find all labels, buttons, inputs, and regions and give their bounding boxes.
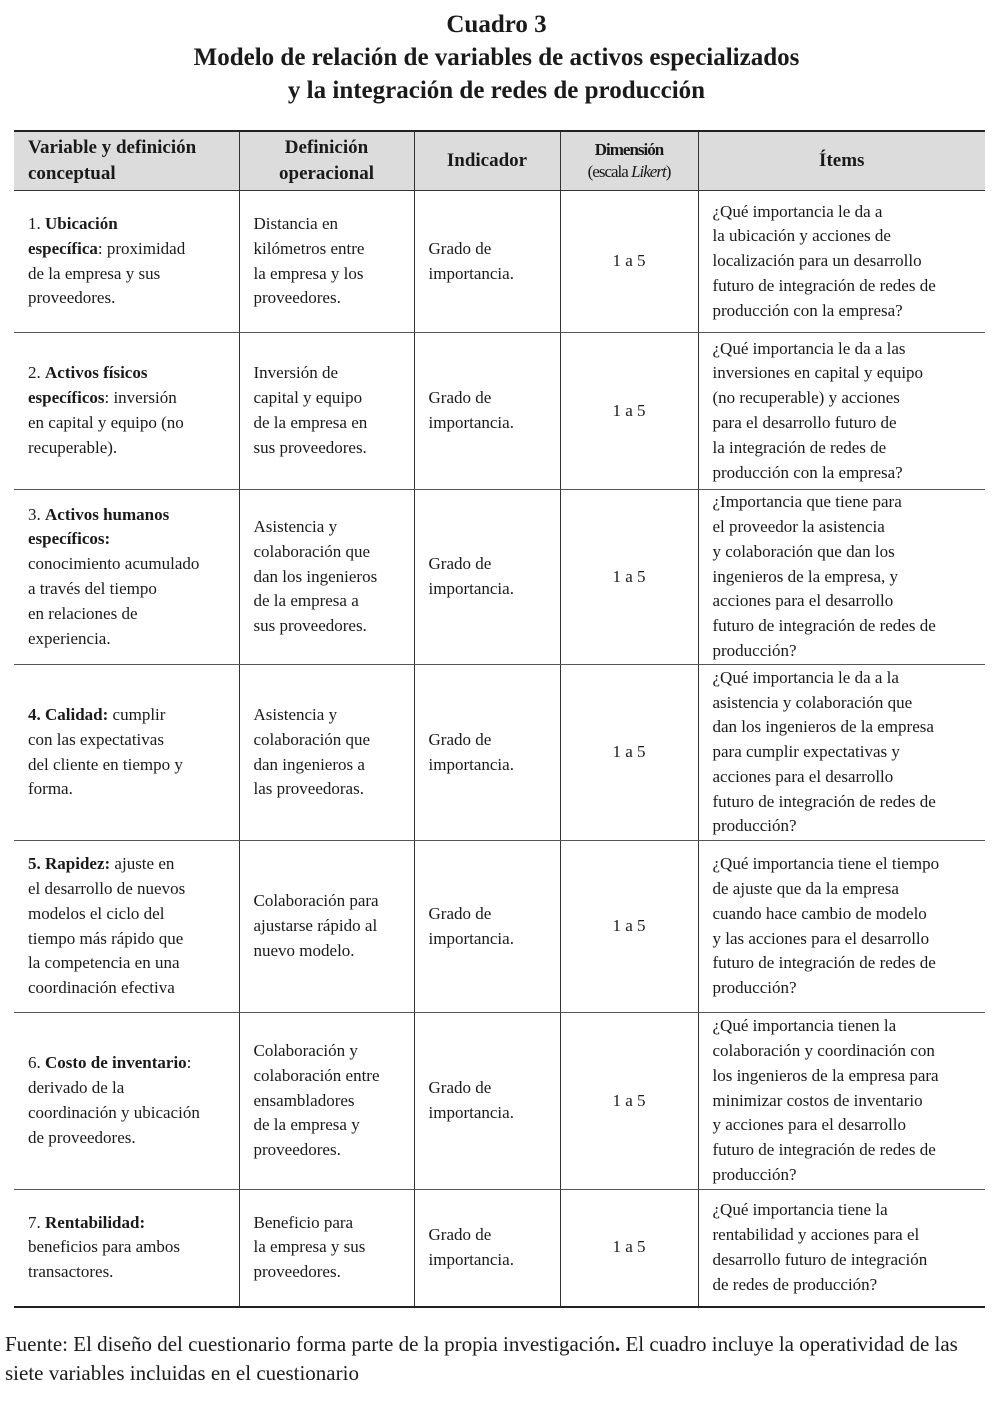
cell-dimension: 1 a 5: [560, 191, 698, 333]
cell-indicador: Grado de importancia.: [414, 490, 560, 665]
dimension-sub-suffix: ): [665, 162, 671, 181]
variable-num: 7.: [28, 1212, 45, 1232]
variable-term: Costo de inventario: [45, 1053, 187, 1073]
variable-num: 6.: [28, 1053, 45, 1073]
cell-dimension: 1 a 5: [560, 665, 698, 841]
cell-item: ¿Qué importancia tiene la rentabilidad y acciones para el desarrollo futuro de integración de redes de producción?: [698, 1190, 985, 1307]
variable-num: 2.: [28, 363, 45, 383]
cell-item: ¿Qué importancia tiene el tiempo de ajuste que da la empresa cuando hace cambio de modelo y las acciones para el desarrollo futuro de integración de redes de producción?: [698, 841, 985, 1013]
variables-table: [14, 130, 985, 1308]
table-row: [14, 333, 985, 490]
table-row: [14, 665, 985, 841]
table-row: [14, 841, 985, 1013]
cell-indicador: Grado de importancia.: [414, 191, 560, 333]
cell-indicador: Grado de importancia.: [414, 665, 560, 841]
cell-variable: [14, 191, 239, 333]
header-row: [14, 131, 985, 191]
source-note: [5, 1330, 990, 1388]
table-number: Cuadro 3: [446, 11, 547, 38]
header-dimension: [560, 131, 698, 191]
variable-term: Rentabilidad:: [45, 1212, 146, 1232]
cell-dimension: 1 a 5: [560, 333, 698, 490]
cell-operacional: Colaboración para ajustarse rápido al nuevo modelo.: [239, 841, 414, 1013]
variable-num: 3.: [28, 504, 45, 524]
cell-variable: [14, 1190, 239, 1307]
cell-item: ¿Qué importancia le da a la asistencia y colaboración que dan los ingenieros de la empresa para cumplir expectativas y acciones para el desarrollo futuro de integración de redes de producción?: [698, 665, 985, 841]
cell-variable: [14, 1013, 239, 1190]
cell-operacional: Distancia en kilómetros entre la empresa y los proveedores.: [239, 191, 414, 333]
cell-indicador: Grado de importancia.: [414, 333, 560, 490]
cell-item: ¿Qué importancia le da a las inversiones en capital y equipo (no recuperable) y acciones para el desarrollo futuro de la integración de redes de producción con la empresa?: [698, 333, 985, 490]
title-line-1: Modelo de relación de variables de activos especializados: [193, 44, 800, 71]
variable-definition: beneficios para ambos transactores.: [28, 1237, 180, 1282]
cell-variable: [14, 333, 239, 490]
cell-dimension: 1 a 5: [560, 1190, 698, 1307]
variable-definition: : derivado de la coordinación y ubicación de proveedores.: [28, 1053, 200, 1147]
cell-indicador: Grado de importancia.: [414, 1190, 560, 1307]
table-row: [14, 191, 985, 333]
cell-operacional: Inversión de capital y equipo de la empresa en sus proveedores.: [239, 333, 414, 490]
source-dot: .: [614, 1332, 621, 1356]
table-row: [14, 490, 985, 665]
dimension-sub-prefix: (escala: [587, 162, 632, 181]
variable-term: 5. Rapidez:: [28, 854, 111, 874]
cell-variable: [14, 841, 239, 1013]
header-items: Ítems: [698, 131, 985, 191]
dimension-sub: [575, 161, 684, 183]
dimension-sub-italic: Likert: [631, 162, 666, 181]
variable-term: 4. Calidad:: [28, 704, 109, 724]
variable-term: Activos humanos específicos:: [28, 504, 170, 549]
variable-definition: : inversión en capital y equipo (no recuperable).: [28, 388, 184, 457]
cell-variable: [14, 490, 239, 665]
variable-definition: : proximidad de la empresa y sus proveedores.: [28, 238, 186, 308]
cell-operacional: Colaboración y colaboración entre ensambladores de la empresa y proveedores.: [239, 1013, 414, 1190]
cell-operacional: Asistencia y colaboración que dan ingenieros a las proveedoras.: [239, 665, 414, 841]
cell-item: ¿Importancia que tiene para el proveedor la asistencia y colaboración que dan los ingenieros de la empresa, y acciones para el desarrollo futuro de integración de redes de producción?: [698, 490, 985, 665]
variable-definition: ajuste en el desarrollo de nuevos modelos el ciclo del tiempo más rápido que la competencia en una coordinación efectiva: [28, 854, 186, 998]
source-prefix: Fuente: El diseño del cuestionario forma parte de la propia investigación: [5, 1332, 615, 1356]
cell-dimension: 1 a 5: [560, 490, 698, 665]
cell-indicador: Grado de importancia.: [414, 1013, 560, 1190]
table-row: [14, 1013, 985, 1190]
cell-indicador: Grado de importancia.: [414, 841, 560, 1013]
cell-item: ¿Qué importancia tienen la colaboración y coordinación con los ingenieros de la empresa para minimizar costos de inventario y acciones para el desarrollo futuro de integración de redes de producción?: [698, 1013, 985, 1190]
cell-operacional: Asistencia y colaboración que dan los ingenieros de la empresa a sus proveedores.: [239, 490, 414, 665]
table-title: [0, 8, 993, 107]
header-variable: Variable y definición conceptual: [14, 131, 239, 191]
header-operacional: Definición operacional: [239, 131, 414, 191]
cell-dimension: 1 a 5: [560, 841, 698, 1013]
dimension-label: Dimensión: [594, 140, 664, 159]
title-line-2: y la integración de redes de producción: [287, 77, 706, 104]
table-row: [14, 1190, 985, 1307]
cell-operacional: Beneficio para la empresa y sus proveedores.: [239, 1190, 414, 1307]
cell-variable: [14, 665, 239, 841]
variable-term: Ubicación específica: [28, 213, 118, 258]
header-indicador: Indicador: [414, 131, 560, 191]
variable-definition: conocimiento acumulado a través del tiempo en relaciones de experiencia.: [28, 554, 200, 648]
cell-dimension: 1 a 5: [560, 1013, 698, 1190]
variable-term: Activos físicos específicos: [28, 363, 148, 408]
variable-num: 1.: [28, 213, 45, 233]
variable-definition: cumplir con las expectativas del cliente en tiempo y forma.: [28, 704, 183, 799]
cell-item: ¿Qué importancia le da a la ubicación y acciones de localización para un desarrollo futuro de integración de redes de producción con la empresa?: [698, 191, 985, 333]
source-suffix: El cuadro incluye la operatividad de las siete variables incluidas en el cuestionario: [5, 1332, 958, 1385]
